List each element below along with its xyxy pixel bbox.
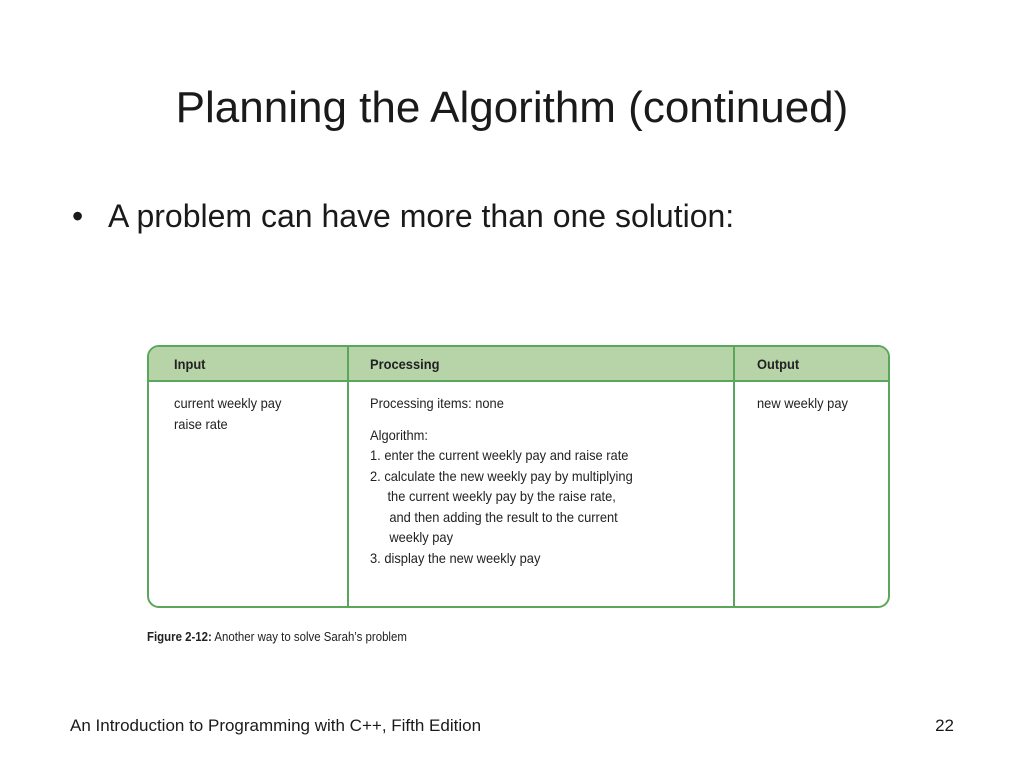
- bullet-item: [72, 196, 734, 236]
- bullet-text: A problem can have more than one solution:: [108, 198, 735, 234]
- figure-label: Figure 2-12:: [147, 629, 212, 644]
- column-divider: [347, 347, 349, 606]
- input-line: current weekly pay: [174, 395, 282, 411]
- bullet-icon: •: [72, 198, 84, 234]
- algorithm-step-continued: the current weekly pay by the raise rate,: [387, 488, 616, 504]
- output-line: new weekly pay: [757, 395, 848, 411]
- footer-page-number: 22: [935, 716, 954, 735]
- column-divider: [733, 347, 735, 606]
- footer-book-title: An Introduction to Programming with C++, Fifth Edition: [70, 716, 482, 735]
- algorithm-label: Algorithm:: [370, 426, 428, 443]
- algorithm-step-continued: and then adding the result to the current: [389, 508, 618, 525]
- processing-items: Processing items: none: [370, 395, 504, 411]
- input-line: raise rate: [174, 415, 228, 432]
- output-cell: [757, 393, 848, 414]
- algorithm-step: 3. display the new weekly pay: [370, 549, 541, 566]
- header-input: Input: [174, 356, 206, 372]
- processing-cell: [370, 393, 633, 568]
- algorithm-step: 1. enter the current weekly pay and raise rate: [370, 447, 629, 463]
- figure-caption: [147, 629, 407, 644]
- algorithm-step-continued: weekly pay: [389, 529, 454, 545]
- header-processing: Processing: [370, 356, 440, 372]
- algorithm-step: 2. calculate the new weekly pay by multiplying: [370, 467, 633, 484]
- input-cell: [174, 393, 281, 434]
- header-output: Output: [757, 356, 800, 372]
- ipo-chart-table: [147, 345, 890, 608]
- slide-title: Planning the Algorithm (continued): [175, 83, 849, 132]
- figure-caption-text: Another way to solve Sarah’s problem: [214, 629, 407, 644]
